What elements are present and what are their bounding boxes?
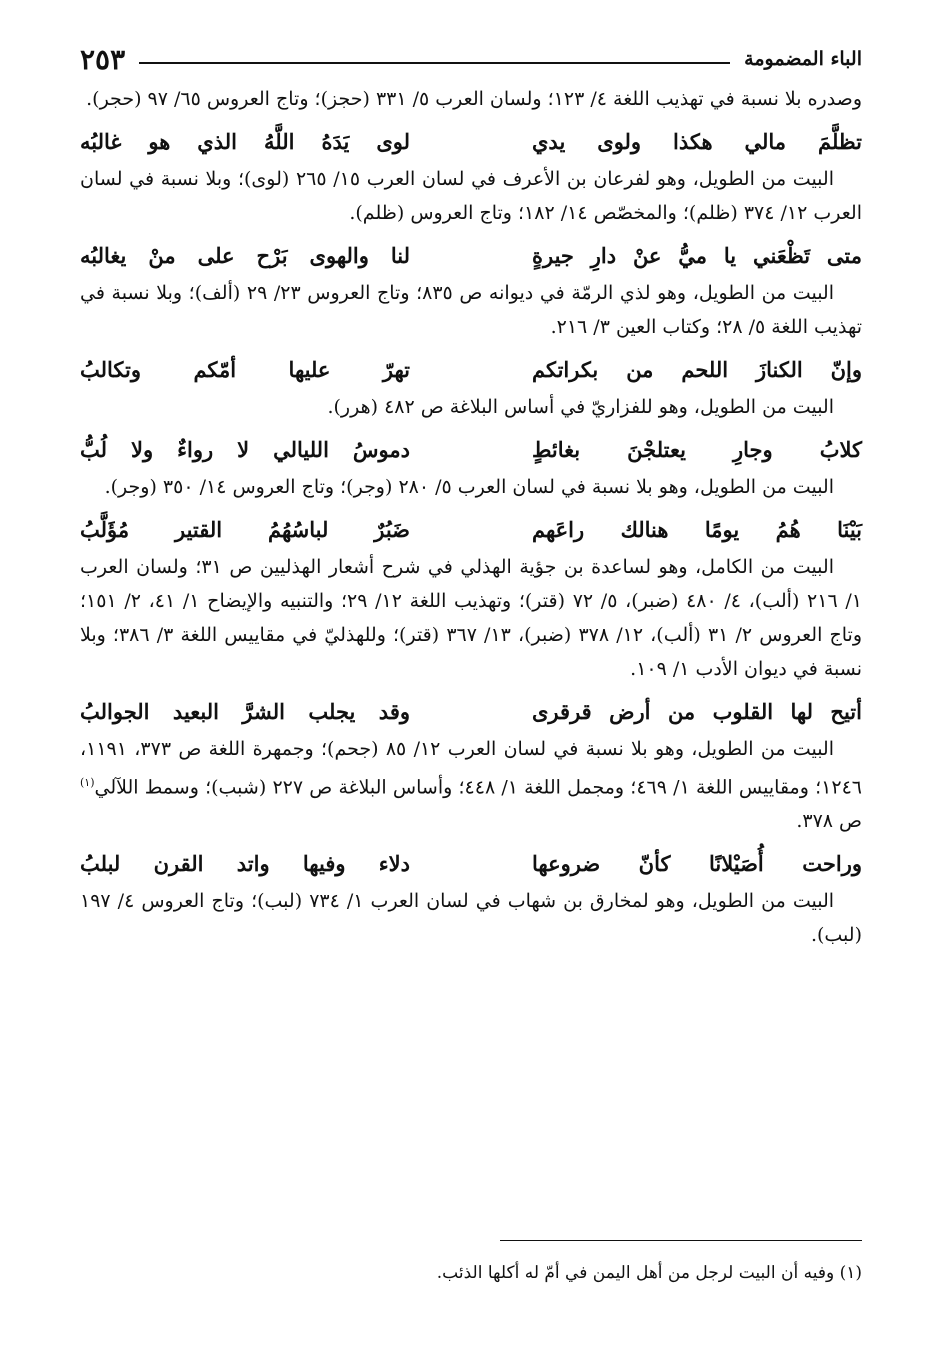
- verse-first-hemistich: بَيْنَا هُمُ يومًا هنالك راعَهم: [532, 517, 862, 542]
- verse-note: البيت من الطويل، وهو بلا نسبة في لسان العرب ٥/ ٢٨٠ (وجر)؛ وتاج العروس ١٤/ ٣٥٠ (وجر).: [104, 476, 834, 498]
- verse-first-hemistich: وراحت أُصَيْلانًا كأنّ ضروعها: [532, 851, 862, 877]
- verse-second-hemistich: لوى يَدَهُ اللَّهُ الذي هو غالبُه: [80, 129, 410, 154]
- verse-entry: [80, 430, 862, 504]
- verse-entry: [80, 350, 862, 424]
- verse-second-hemistich: دموسُ الليالي لا رواءٌ ولا لُبُّ: [80, 437, 410, 462]
- verse-first-hemistich: وإنّ الكنازَ اللحم من بكراتكم: [532, 357, 862, 382]
- running-head: الباء المضمومة: [744, 48, 862, 70]
- verse-entry: [80, 844, 862, 952]
- verse-note: البيت من الكامل، وهو لساعدة بن جؤية الهذلي في شرح أشعار الهذليين ص ٣١؛ ولسان العرب ١/ ٢١٦ (ألب)، ٤/ ٤٨٠ (ضبر)، ٥/ ٧٢ (قتر)؛ وتهذيب اللغة ١٢/ ٢٩؛ والتنبيه والإيضاح ١/ ٤١، ٢/ ١٥١؛ وتاج العروس ٢/ ٣١ (ألب)، ١٢/ ٣٧٨ (ضبر)، ١٣/ ٣٦٧ (قتر)؛ وللهذليّ في مقاييس اللغة ٣/ ٣٨٦؛ وبلا نسبة في ديوان الأدب ١/ ١٠٩.: [80, 556, 862, 680]
- verse-note: البيت من الطويل، وهو لذي الرمّة في ديوانه ص ٨٣٥؛ وتاج العروس ٢٣/ ٢٩ (ألف)؛ وبلا نسبة في تهذيب اللغة ٥/ ٢٨؛ وكتاب العين ٣/ ٢١٦.: [80, 282, 862, 338]
- verse-line: [80, 510, 862, 550]
- intro-paragraph: وصدره بلا نسبة في تهذيب اللغة ٤/ ١٢٣؛ ولسان العرب ٥/ ٣٣١ (حجز)؛ وتاج العروس ٦٥/ ٩٧ (حجر).: [86, 88, 862, 110]
- verse-second-hemistich: لنا والهوى بَرْح على منْ يغالبُه: [80, 243, 410, 268]
- verse-entry: [80, 236, 862, 344]
- verse-first-hemistich: تظلَّمَ مالي هكذا ولوى يدي: [532, 129, 862, 154]
- verse-entry: [80, 122, 862, 230]
- footnote-rule: [500, 1240, 862, 1241]
- verse-first-hemistich: متى تَظْعَني يا ميُّ عنْ دارِ جيرةٍ: [532, 243, 862, 268]
- verse-note: [80, 732, 862, 838]
- verse-note-tail: ص ٣٧٨.: [796, 810, 862, 833]
- verse-note: البيت من الطويل، وهو للفزاريّ في أساس البلاغة ص ٤٨٢ (هرر).: [327, 396, 834, 418]
- footnote: (١) وفيه أن البيت لرجل من أهل اليمن في أمّ له أكلها الذئب.: [436, 1263, 862, 1283]
- header-rule: [139, 62, 730, 64]
- verse-first-hemistich: كلابُ وجارِ يعتلجْنَ بغائطٍ: [532, 437, 862, 462]
- verse-entry: [80, 692, 862, 838]
- verse-first-hemistich: أتيح لها القلوب من أرض قرقرى: [532, 699, 862, 724]
- verse-line: [80, 350, 862, 390]
- verse-note-text: البيت من الطويل، وهو بلا نسبة في لسان العرب ١٢/ ٨٥ (جحم)؛ وجمهرة اللغة ص ٣٧٣، ١١٩١، ١٢٤٦؛ ومقاييس اللغة ١/ ٤٦٩؛ ومجمل اللغة ١/ ٤٤٨؛ وأساس البلاغة ص ٢٢٧ (شبب)؛ وسمط اللآلي: [80, 738, 862, 799]
- verse-note: البيت من الطويل، وهو لفرعان بن الأعرف في لسان العرب ١٥/ ٢٦٥ (لوى)؛ وبلا نسبة في لسان العرب ١٢/ ٣٧٤ (ظلم)؛ والمخصّص ١٤/ ١٨٢؛ وتاج العروس (ظلم).: [80, 168, 862, 224]
- verse-note: البيت من الطويل، وهو لمخارق بن شهاب في لسان العرب ١/ ٧٣٤ (لبب)؛ وتاج العروس ٤/ ١٩٧ (لبب).: [80, 890, 862, 947]
- verse-line: [80, 236, 862, 276]
- verse-second-hemistich: دلاء وفيها واتد القرن لبلبُ: [80, 851, 410, 877]
- verse-line: [80, 430, 862, 470]
- verse-line: [80, 844, 862, 884]
- verse-second-hemistich: ضَبُرٌ لباسُهُمُ القتير مُؤَلَّبُ: [80, 517, 410, 542]
- book-page: [80, 36, 862, 956]
- verse-line: [80, 122, 862, 162]
- verse-entry: [80, 510, 862, 686]
- verse-second-hemistich: تهرّ عليها أمّكم وتكالبُ: [80, 357, 410, 382]
- footnote-marker: (١): [80, 776, 95, 789]
- page-header: [80, 36, 862, 82]
- page-number: ٢٥٣: [80, 42, 126, 76]
- verse-second-hemistich: وقد يجلب الشرَّ البعيد الجوالبُ: [80, 699, 410, 724]
- verse-line: [80, 692, 862, 732]
